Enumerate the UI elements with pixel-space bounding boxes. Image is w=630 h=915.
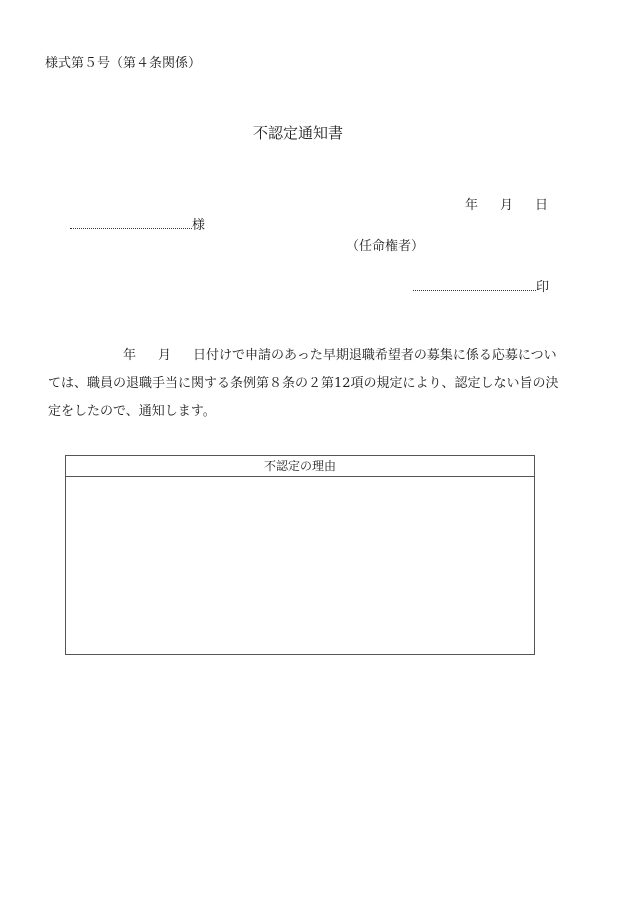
addressee-suffix: 様 (192, 218, 206, 233)
addressee-row (70, 214, 205, 233)
addressee-blank[interactable] (70, 215, 192, 229)
signer-blank[interactable] (413, 277, 536, 291)
authority-label: （任命権者） (346, 239, 425, 254)
date-line (465, 194, 548, 213)
form-number: 様式第５号（第４条関係） (45, 56, 202, 71)
date-year: 年 (464, 198, 478, 213)
body-year: 年 (123, 348, 137, 363)
body-text: 日付けで申請のあった早期退職希望者の募集に係る応募については、職員の退職手当に関する条例第８条の２第12項の規定により、認定しない旨の決定をしたので、通知します。 (48, 348, 559, 419)
date-day: 日 (534, 198, 548, 213)
document-title: 不認定通知書 (252, 124, 343, 142)
seal-mark: 印 (536, 280, 550, 295)
body-month: 月 (158, 348, 172, 363)
notice-body (48, 342, 560, 426)
date-month: 月 (499, 198, 513, 213)
reason-content[interactable] (66, 477, 534, 654)
reason-header: 不認定の理由 (66, 456, 534, 477)
reason-box (65, 455, 535, 655)
seal-row (413, 276, 549, 295)
